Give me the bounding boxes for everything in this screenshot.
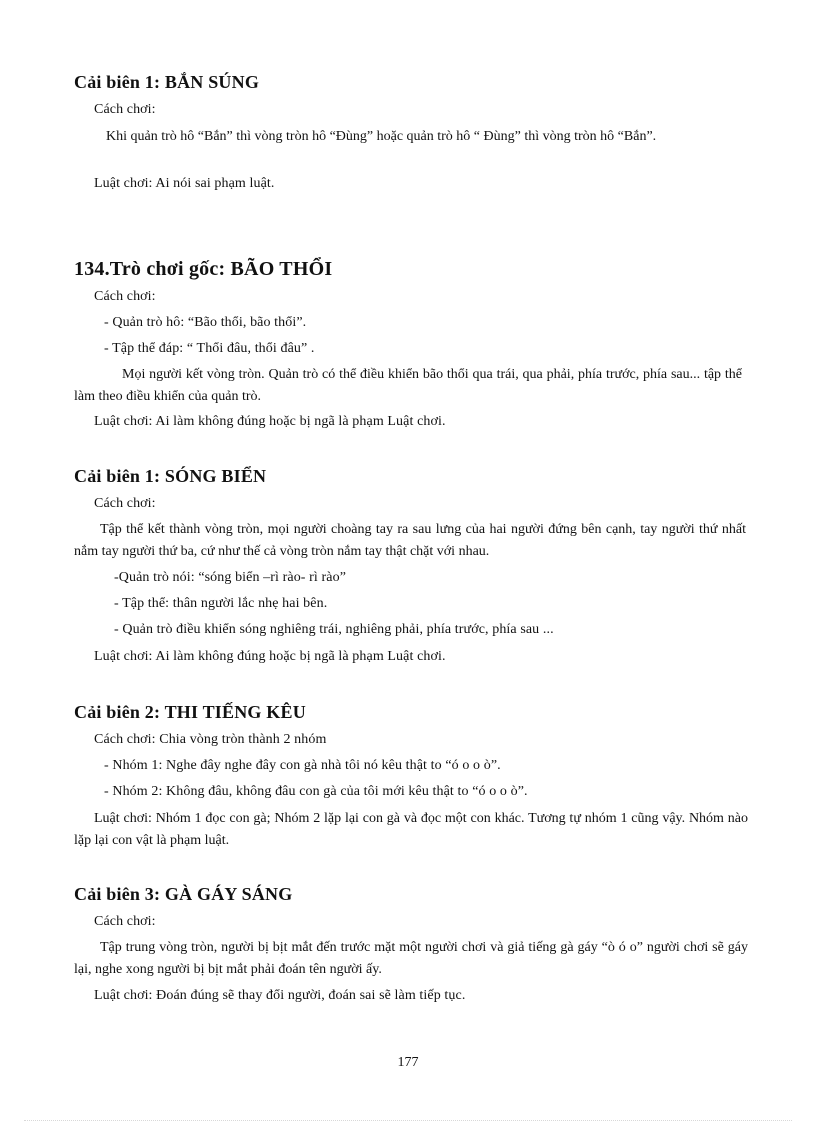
heading-title: BẮN SÚNG: [164, 72, 260, 92]
instruction-line: - Nhóm 2: Không đâu, không đâu con gà của tôi mới kêu thật to “ó o o ò”.: [104, 784, 528, 799]
body-paragraph: Tập thể kết thành vòng tròn, mọi người choàng tay ra sau lưng của hai người đứng bên cạnh, tay người thứ nhất nắm tay người thứ ba, cứ như thế cả vòng tròn nắm tay thật chặt với nhau.: [74, 522, 746, 559]
heading-title: THI TIẾNG KÊU: [164, 702, 306, 722]
rule-paragraph: Luật chơi: Nhóm 1 đọc con gà; Nhóm 2 lặp lại con gà và đọc một con khác. Tương tự nhóm 1 cũng vậy. Nhóm nào lặp lại con vật là phạm luật.: [74, 811, 748, 848]
heading-prefix: 134.Trò chơi gốc:: [74, 258, 231, 280]
heading-prefix: Cải biên 3:: [74, 884, 165, 904]
heading-title: BÃO THỔI: [230, 258, 333, 280]
body-paragraph: Mọi người kết vòng tròn. Quản trò có thể điều khiển bão thổi qua trái, qua phải, phía trước, phía sau... tập thể làm theo điều khiển của quản trò.: [74, 367, 742, 404]
page-number: 177: [397, 1055, 419, 1070]
how-to-play-label: Cách chơi:: [94, 496, 156, 511]
section-heading: [74, 258, 332, 281]
section-heading: [74, 466, 266, 487]
section-heading: [74, 72, 259, 93]
rule-text: Luật chơi: Ai nói sai phạm luật.: [94, 176, 275, 191]
how-to-play-label: Cách chơi:: [94, 102, 156, 117]
section-heading: [74, 702, 306, 723]
heading-title: GÀ GÁY SÁNG: [164, 884, 293, 904]
how-to-play-label: Cách chơi:: [94, 289, 156, 304]
instruction-line: - Quản trò điều khiển sóng nghiêng trái, nghiêng phải, phía trước, phía sau ...: [114, 622, 554, 637]
heading-prefix: Cải biên 1:: [74, 466, 165, 486]
instruction-line: - Tập thể đáp: “ Thổi đâu, thổi đâu” .: [104, 341, 315, 356]
rule-text: Luật chơi: Đoán đúng sẽ thay đổi người, đoán sai sẽ làm tiếp tục.: [94, 988, 466, 1003]
heading-prefix: Cải biên 2:: [74, 702, 165, 722]
how-to-play-label: Cách chơi:: [94, 914, 156, 929]
rule-text: Luật chơi: Ai làm không đúng hoặc bị ngã là phạm Luật chơi.: [94, 414, 446, 429]
body-paragraph: Khi quản trò hô “Bắn” thì vòng tròn hô “Đùng” hoặc quản trò hô “ Đùng” thì vòng tròn hô “Bắn”.: [106, 129, 657, 144]
how-to-play-label: Cách chơi: Chia vòng tròn thành 2 nhóm: [94, 732, 327, 747]
instruction-line: -Quản trò nói: “sóng biển –rì rào- rì rào”: [114, 570, 347, 585]
heading-title: SÓNG BIỂN: [164, 466, 267, 486]
instruction-line: - Quản trò hô: “Bão thổi, bão thổi”.: [104, 315, 307, 330]
instruction-line: - Nhóm 1: Nghe đây nghe đây con gà nhà tôi nó kêu thật to “ó o o ò”.: [104, 758, 501, 773]
footer-divider: [24, 1120, 792, 1121]
body-paragraph: Tập trung vòng tròn, người bị bịt mắt đến trước mặt một người chơi và giả tiếng gà gáy “ò ó o” người chơi sẽ gáy lại, nghe xong người bị bịt mắt phải đoán tên người ấy.: [74, 940, 748, 977]
heading-prefix: Cải biên 1:: [74, 72, 165, 92]
rule-text: Luật chơi: Ai làm không đúng hoặc bị ngã là phạm Luật chơi.: [94, 649, 446, 664]
instruction-line: - Tập thể: thân người lắc nhẹ hai bên.: [114, 596, 328, 611]
section-heading: [74, 884, 292, 905]
